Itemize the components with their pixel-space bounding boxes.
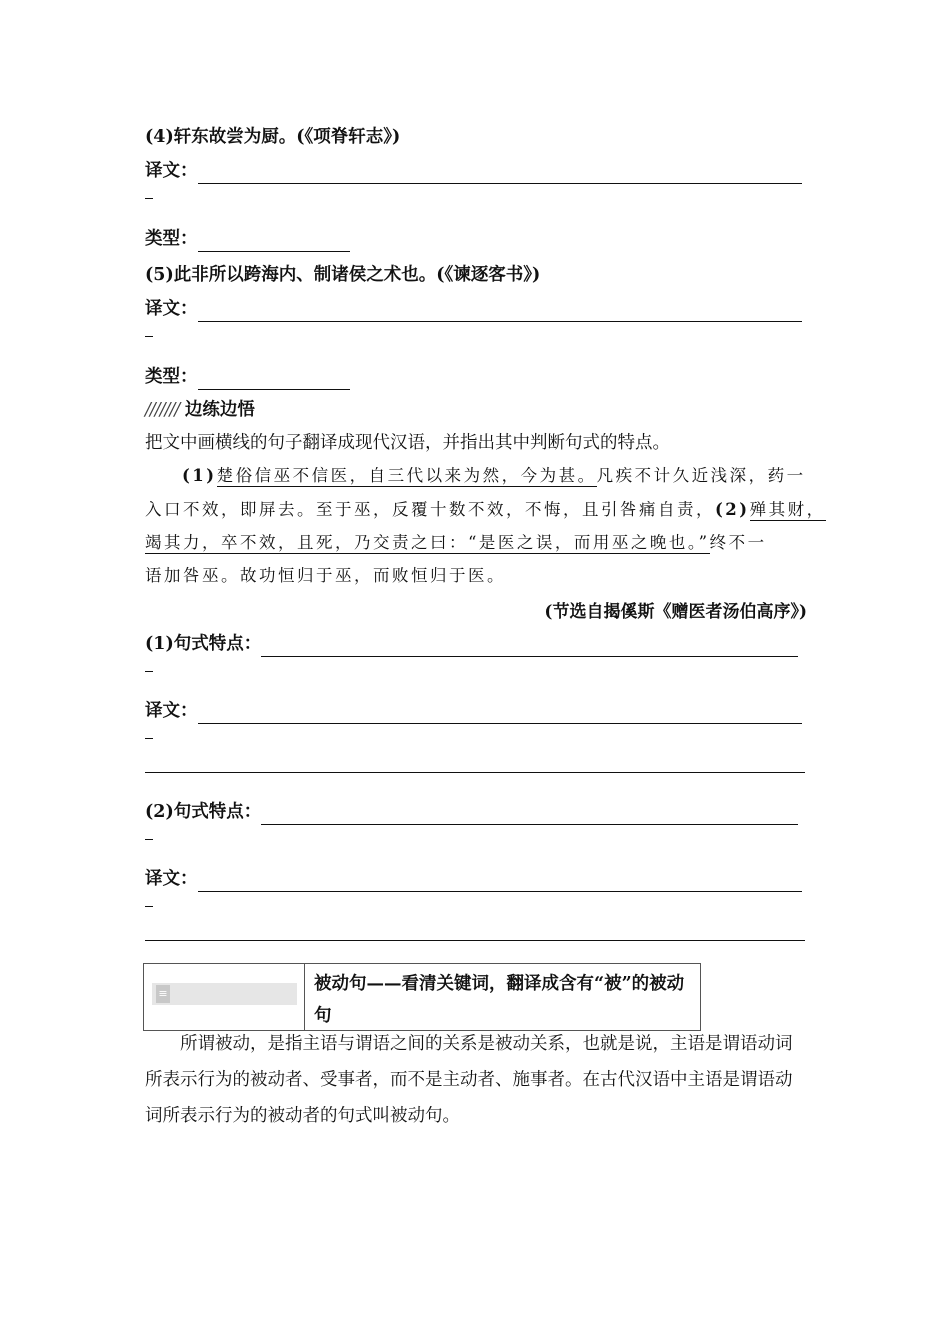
menu-icon: ≡: [156, 985, 170, 1003]
underlined-sentence-2a: 殚其财，: [749, 500, 826, 519]
q4-type-row: [145, 226, 350, 252]
underlined-sentence-2b: 竭其力，卒不效，且死，乃交责之曰：“是医之误，而用巫之晚也。”: [145, 533, 710, 552]
ans2-translation-continuation: [145, 906, 153, 907]
ans1-feature-label: (1)句式特点：: [145, 634, 262, 654]
ans2-translation-row: [145, 866, 802, 892]
ans2-translation-blank[interactable]: [198, 871, 802, 892]
q5-translation-label: 译文：: [145, 299, 198, 319]
passage-source: (节选自揭傒斯《赠医者汤伯高序》): [544, 602, 807, 622]
passage-number-2: (2): [715, 500, 750, 519]
ans1-translation-continuation: [145, 738, 153, 739]
q4-type-label: 类型：: [145, 229, 198, 249]
section-paragraph: 所谓被动，是指主语与谓语之间的关系是被动关系，也就是说，主语是谓语动词所表示行为的被动者、受事者，而不是主动者、施事者。在古代汉语中主语是谓语动词所表示行为的被动者的句式叫被动句。: [145, 1034, 793, 1126]
ans1-translation-label: 译文：: [145, 701, 198, 721]
section-header-left-cell: [144, 964, 305, 1030]
passage-number-1: (1): [182, 466, 217, 485]
section-header-bar: [152, 983, 297, 1005]
passage-line-1: [182, 463, 806, 489]
ans1-extra-line[interactable]: [145, 772, 805, 773]
q5-type-blank[interactable]: [198, 369, 350, 390]
practice-heading: [145, 397, 255, 423]
q5-translation-blank[interactable]: [198, 301, 802, 322]
ans1-feature-continuation: [145, 671, 153, 672]
ans2-feature-label: (2)句式特点：: [145, 802, 262, 822]
passage-text: 凡疾不计久近浅深，药一: [596, 466, 806, 485]
ans1-translation-blank[interactable]: [198, 703, 802, 724]
ans2-feature-row: [145, 799, 798, 825]
q4-translation-blank[interactable]: [198, 163, 802, 184]
passage-text: 入口不效，即屏去。至于巫，反覆十数不效，不悔，且引咎痛自责，: [145, 500, 715, 519]
ans2-feature-blank[interactable]: [261, 804, 798, 825]
practice-title: 边练边悟: [184, 400, 255, 420]
passage-line-3: [145, 530, 767, 556]
q4-translation-label: 译文：: [145, 161, 198, 181]
practice-slashes: ///////: [145, 400, 180, 420]
passage-line-2: [145, 497, 826, 523]
ans1-feature-blank[interactable]: [261, 636, 798, 657]
q5-type-label: 类型：: [145, 367, 198, 387]
q4-translation-continuation: [145, 198, 153, 199]
q4-prompt: (4)轩东故尝为厨。(《项脊轩志》): [145, 127, 401, 147]
section-header-box: [143, 963, 701, 1031]
passage-text: 终不一: [709, 533, 767, 552]
ans2-translation-label: 译文：: [145, 869, 198, 889]
ans1-feature-row: [145, 631, 798, 657]
ans2-feature-continuation: [145, 839, 153, 840]
q4-translation-row: [145, 158, 802, 184]
q4-type-blank[interactable]: [198, 231, 350, 252]
passage-line-4: 语加咎巫。故功恒归于巫，而败恒归于医。: [145, 566, 506, 585]
practice-instruction: 把文中画横线的句子翻译成现代汉语，并指出其中判断句式的特点。: [145, 433, 670, 453]
section-title: 被动句——看清关键词，翻译成含有“被”的被动句: [314, 974, 685, 1026]
q5-type-row: [145, 364, 350, 390]
q5-translation-continuation: [145, 336, 153, 337]
q5-prompt: (5)此非所以跨海内、制诸侯之术也。(《谏逐客书》): [145, 265, 541, 285]
ans2-extra-line[interactable]: [145, 940, 805, 941]
q5-translation-row: [145, 296, 802, 322]
ans1-translation-row: [145, 698, 802, 724]
underlined-sentence-1: 楚俗信巫不信医，自三代以来为然，今为甚。: [216, 466, 597, 485]
